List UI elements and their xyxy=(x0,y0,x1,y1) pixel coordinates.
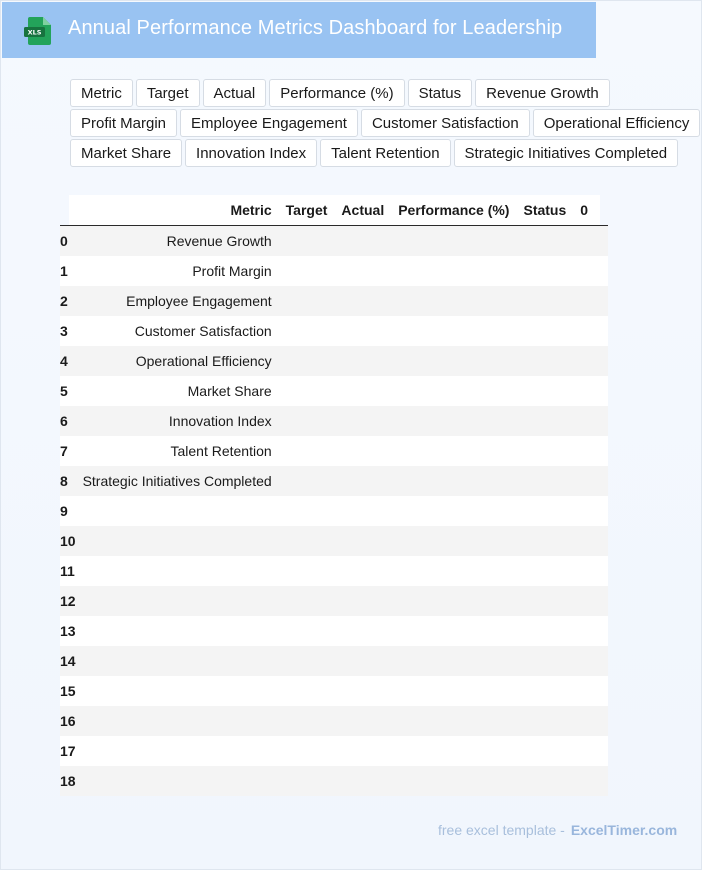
table-cell xyxy=(516,406,573,436)
tag-row xyxy=(70,109,700,137)
table-cell xyxy=(391,646,516,676)
table-cell xyxy=(516,526,573,556)
table-cell xyxy=(279,256,335,286)
metric-cell: Profit Margin xyxy=(76,256,279,286)
table-cell xyxy=(391,496,516,526)
table-cell xyxy=(391,406,516,436)
table-cell xyxy=(391,376,516,406)
table-cell xyxy=(573,616,608,646)
column-tag[interactable]: Employee Engagement xyxy=(180,109,358,137)
column-tags xyxy=(70,79,700,169)
table-row xyxy=(60,646,608,676)
tag-row xyxy=(70,139,700,167)
row-index: 18 xyxy=(60,766,76,796)
row-index: 2 xyxy=(60,286,76,316)
metric-cell: Revenue Growth xyxy=(76,226,279,257)
column-tag[interactable]: Talent Retention xyxy=(320,139,450,167)
table-cell xyxy=(516,376,573,406)
table-cell xyxy=(516,586,573,616)
table-cell xyxy=(573,526,608,556)
table-cell xyxy=(279,436,335,466)
column-header: Actual xyxy=(334,195,391,226)
column-tag[interactable]: Performance (%) xyxy=(269,79,404,107)
row-index: 15 xyxy=(60,676,76,706)
table-cell xyxy=(573,766,608,796)
metric-cell xyxy=(76,766,279,796)
table-cell xyxy=(516,436,573,466)
table-cell xyxy=(391,676,516,706)
metric-cell xyxy=(76,526,279,556)
table-cell xyxy=(279,526,335,556)
metric-cell xyxy=(76,616,279,646)
column-tag[interactable]: Market Share xyxy=(70,139,182,167)
table-cell xyxy=(279,586,335,616)
column-tag[interactable]: Operational Efficiency xyxy=(533,109,701,137)
table-cell xyxy=(573,346,608,376)
table-row xyxy=(60,436,608,466)
table-cell xyxy=(573,676,608,706)
table-cell xyxy=(516,226,573,257)
column-tag[interactable]: Target xyxy=(136,79,200,107)
column-tag[interactable]: Customer Satisfaction xyxy=(361,109,530,137)
table-cell xyxy=(391,526,516,556)
row-index: 1 xyxy=(60,256,76,286)
metric-cell xyxy=(76,646,279,676)
row-index: 4 xyxy=(60,346,76,376)
table-cell xyxy=(334,406,391,436)
table-cell xyxy=(391,556,516,586)
table-cell xyxy=(573,706,608,736)
table-cell xyxy=(391,316,516,346)
table-cell xyxy=(334,706,391,736)
row-index: 0 xyxy=(60,226,76,257)
metric-cell: Market Share xyxy=(76,376,279,406)
table-cell xyxy=(334,346,391,376)
metric-cell: Operational Efficiency xyxy=(76,346,279,376)
metric-cell xyxy=(76,496,279,526)
footer-text: free excel template - xyxy=(438,822,565,838)
table-cell xyxy=(279,766,335,796)
row-index: 3 xyxy=(60,316,76,346)
table-cell xyxy=(279,646,335,676)
table-cell xyxy=(334,496,391,526)
table-cell xyxy=(334,466,391,496)
metric-cell xyxy=(76,586,279,616)
table-cell xyxy=(573,556,608,586)
row-index: 6 xyxy=(60,406,76,436)
table-cell xyxy=(279,496,335,526)
metric-cell: Talent Retention xyxy=(76,436,279,466)
row-index: 17 xyxy=(60,736,76,766)
xls-file-icon xyxy=(24,16,52,46)
table-cell xyxy=(516,736,573,766)
column-tag[interactable]: Actual xyxy=(203,79,267,107)
column-header: Performance (%) xyxy=(391,195,516,226)
table-cell xyxy=(279,286,335,316)
table-cell xyxy=(573,736,608,766)
table-cell xyxy=(279,376,335,406)
table-cell xyxy=(279,676,335,706)
table-cell xyxy=(334,766,391,796)
table-cell xyxy=(334,526,391,556)
table-cell xyxy=(516,496,573,526)
table-cell xyxy=(516,676,573,706)
table-cell xyxy=(391,736,516,766)
page-header xyxy=(2,2,596,58)
table-cell xyxy=(391,766,516,796)
column-header: Status xyxy=(516,195,573,226)
metric-cell: Strategic Initiatives Completed xyxy=(76,466,279,496)
row-index: 10 xyxy=(60,526,76,556)
table-cell xyxy=(391,256,516,286)
metric-cell: Innovation Index xyxy=(76,406,279,436)
tag-row xyxy=(70,79,700,107)
table-cell xyxy=(573,466,608,496)
table-cell xyxy=(573,286,608,316)
row-index: 5 xyxy=(60,376,76,406)
column-tag[interactable]: Status xyxy=(408,79,473,107)
table-cell xyxy=(279,346,335,376)
table-cell xyxy=(391,226,516,257)
table-row xyxy=(60,286,608,316)
table-cell xyxy=(391,466,516,496)
table-cell xyxy=(391,706,516,736)
metric-cell xyxy=(76,736,279,766)
table-cell xyxy=(391,346,516,376)
data-table-container xyxy=(60,195,600,796)
row-index: 7 xyxy=(60,436,76,466)
table-cell xyxy=(516,556,573,586)
table-cell xyxy=(516,316,573,346)
column-tag[interactable]: Strategic Initiatives Completed xyxy=(454,139,679,167)
table-cell xyxy=(516,766,573,796)
table-row xyxy=(60,706,608,736)
table-cell xyxy=(516,466,573,496)
table-cell xyxy=(334,736,391,766)
table-header-row xyxy=(60,195,608,226)
table-cell xyxy=(516,616,573,646)
row-index: 16 xyxy=(60,706,76,736)
table-row xyxy=(60,766,608,796)
row-index: 12 xyxy=(60,586,76,616)
table-cell xyxy=(573,376,608,406)
table-cell xyxy=(516,286,573,316)
table-cell xyxy=(573,496,608,526)
table-cell xyxy=(334,226,391,257)
table-cell xyxy=(334,556,391,586)
table-row xyxy=(60,376,608,406)
table-cell xyxy=(334,256,391,286)
footer xyxy=(438,822,677,838)
table-row xyxy=(60,556,608,586)
table-row xyxy=(60,496,608,526)
table-cell xyxy=(334,316,391,346)
table-cell xyxy=(391,586,516,616)
table-cell xyxy=(279,556,335,586)
column-header: 0 xyxy=(573,195,608,226)
metric-cell xyxy=(76,556,279,586)
table-row xyxy=(60,586,608,616)
table-row xyxy=(60,676,608,706)
column-header: Metric xyxy=(76,195,279,226)
metric-cell: Employee Engagement xyxy=(76,286,279,316)
table-cell xyxy=(334,376,391,406)
table-cell xyxy=(279,466,335,496)
row-index: 13 xyxy=(60,616,76,646)
table-cell xyxy=(279,706,335,736)
table-cell xyxy=(573,256,608,286)
footer-brand-link[interactable]: ExcelTimer.com xyxy=(570,822,678,838)
table-cell xyxy=(334,286,391,316)
table-row xyxy=(60,406,608,436)
row-index: 9 xyxy=(60,496,76,526)
table-cell xyxy=(573,436,608,466)
table-row xyxy=(60,616,608,646)
table-body xyxy=(60,226,608,797)
table-row xyxy=(60,346,608,376)
table-cell xyxy=(334,646,391,676)
column-tag[interactable]: Metric xyxy=(70,79,133,107)
row-index: 8 xyxy=(60,466,76,496)
table-cell xyxy=(334,616,391,646)
table-cell xyxy=(391,616,516,646)
table-cell xyxy=(573,406,608,436)
table-cell xyxy=(279,226,335,257)
metric-cell: Customer Satisfaction xyxy=(76,316,279,346)
row-index: 14 xyxy=(60,646,76,676)
table-cell xyxy=(573,316,608,346)
index-header xyxy=(60,195,76,226)
column-tag[interactable]: Innovation Index xyxy=(185,139,317,167)
metric-cell xyxy=(76,706,279,736)
table-cell xyxy=(334,436,391,466)
table-row xyxy=(60,466,608,496)
table-cell xyxy=(279,316,335,346)
metric-cell xyxy=(76,676,279,706)
table-cell xyxy=(279,406,335,436)
table-row xyxy=(60,526,608,556)
table-cell xyxy=(516,706,573,736)
table-cell xyxy=(334,586,391,616)
column-tag[interactable]: Profit Margin xyxy=(70,109,177,137)
table-cell xyxy=(573,586,608,616)
table-cell xyxy=(516,256,573,286)
table-cell xyxy=(279,616,335,646)
table-cell xyxy=(279,736,335,766)
row-index: 11 xyxy=(60,556,76,586)
table-row xyxy=(60,256,608,286)
page-title: Annual Performance Metrics Dashboard for Leadership xyxy=(68,17,563,39)
xls-icon-label: XLS xyxy=(27,28,42,37)
table-cell xyxy=(391,436,516,466)
column-tag[interactable]: Revenue Growth xyxy=(475,79,610,107)
table-cell xyxy=(391,286,516,316)
table-cell xyxy=(516,346,573,376)
table-cell xyxy=(516,646,573,676)
table-cell xyxy=(573,226,608,257)
table-row xyxy=(60,316,608,346)
data-table xyxy=(60,195,608,796)
table-row xyxy=(60,736,608,766)
table-cell xyxy=(573,646,608,676)
column-header: Target xyxy=(279,195,335,226)
table-cell xyxy=(334,676,391,706)
table-row xyxy=(60,226,608,257)
